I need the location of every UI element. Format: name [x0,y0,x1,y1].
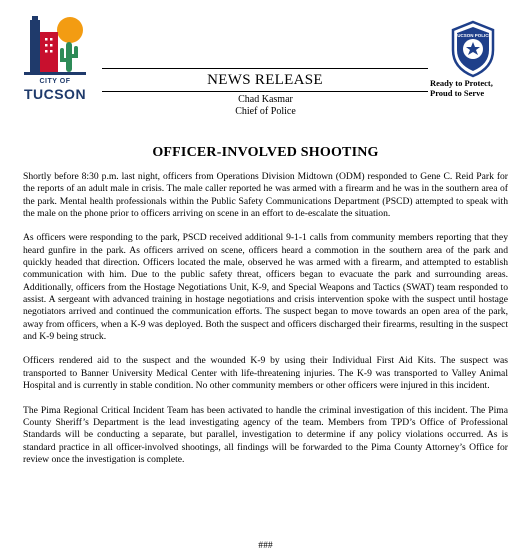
body-paragraph-4: The Pima Regional Critical Incident Team has been activated to handle the criminal investigation of this incident. The Pima County Sheriff’s Department is the lead investigating agency of the team. Members from TPD’s Office of Professional Standards will be conducting a separate, but parallel, investigation to determine if any policy violations occurred. As is standard practice in all officer-involved shootings, all findings will be forwarded to the Pima County Attorney’s Office for review once the investigation is complete. [23,404,508,465]
tagline-line1: Ready to Protect, [430,78,493,88]
tucson-skyline-icon [20,12,90,78]
news-release-title: NEWS RELEASE [207,72,323,88]
city-of-tucson-logo [20,12,90,102]
release-body [23,171,508,478]
body-paragraph-3: Officers rendered aid to the suspect and the wounded K-9 by using their Individual First Aid Kits. The suspect was transported to Banner University Medical Center with life-threatening injuries. The K-9 was transported to Valley Animal Hospital and is currently in stable condition. No other community members or other officers were injured in this incident. [23,355,508,392]
badge-label: TUCSON POLICE [454,33,492,38]
body-paragraph-1: Shortly before 8:30 p.m. last night, officers from Operations Division Midtown (ODM) responded to Gene C. Reid Park for the reports of an adult male in crisis. The male caller reported he was armed with a firearm and he was in the southern area of the park. Mental health professionals within the Public Safety Communications Department (PSCD) attempted to speak with the male on the phone prior to officers arriving on scene in an effort to de-escalate the situation. [23,171,508,219]
chief-title: Chief of Police [235,106,296,117]
end-of-release-mark: ### [258,540,273,551]
news-release-banner [102,68,428,92]
chief-name: Chad Kasmar [238,94,293,105]
city-of-label: CITY OF [39,78,71,85]
police-badge-logo [447,20,499,78]
press-release-headline: OFFICER-INVOLVED SHOOTING [152,145,379,160]
tagline-line2: Proud to Serve [430,88,485,98]
police-badge-icon [447,20,499,78]
body-paragraph-2: As officers were responding to the park, PSCD received additional 9-1-1 calls from community members reporting that they heard gunfire in the park. As officers arrived on scene, officers heard a commotion in the southern area of the park and quickly headed that direction. Officers located the male, observed he was armed with a firearm, and attempted to establish communication with him. Due to the public safety threat, officers began to evacuate the park and surrounding areas. Additionally, officers from the Hostage Negotiations Unit, K-9, and Special Weapons and Tactics (SWAT) team responded to assist. A sergeant with advanced training in hostage negotiations and crisis intervention spoke with the suspect until hostage negotiators arrived and continued the communication efforts. The suspect began to move towards an open area of the park, away from officers, when a K-9 was deployed. Both the suspect and officers discharged their firearms, resulting in the suspect and K-9 being struck. [23,232,508,342]
tucson-label: TUCSON [23,86,87,102]
